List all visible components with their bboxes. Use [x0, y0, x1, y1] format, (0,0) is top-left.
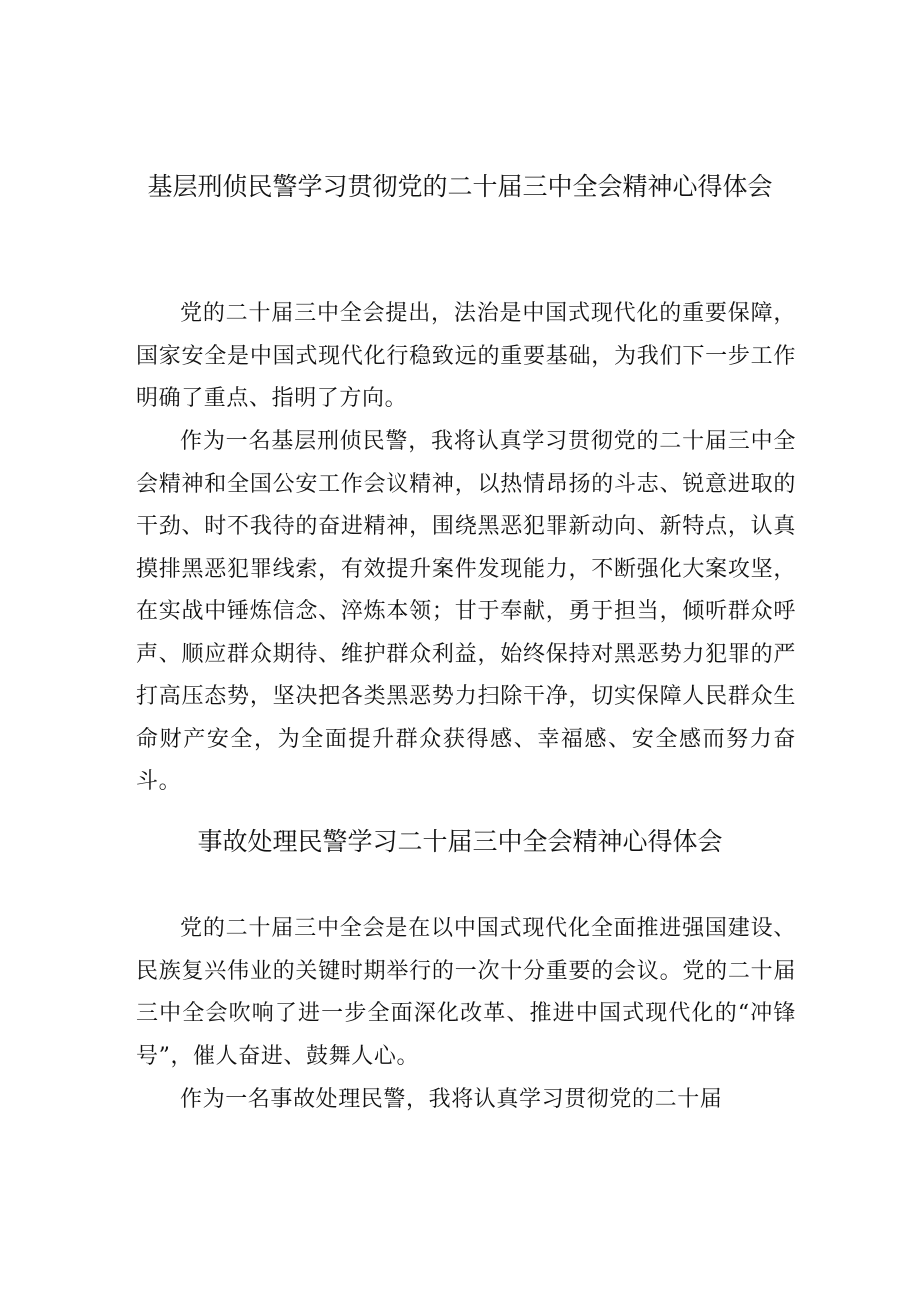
article-1-paragraph-1: 党的二十届三中全会提出，法治是中国式现代化的重要保障，国家安全是中国式现代化行稳致远的重要基础，为我们下一步工作明确了重点、指明了方向。 [136, 301, 796, 411]
article-1-title: 基层刑侦民警学习贯彻党的二十届三中全会精神心得体会 [147, 172, 773, 201]
article-2-paragraph-1: 党的二十届三中全会是在以中国式现代化全面推进强国建设、民族复兴伟业的关键时期举行的一次十分重要的会议。党的二十届三中全会吹响了进一步全面深化改革、推进中国式现代化的“冲锋号”，催人奋进、鼓舞人心。 [136, 916, 796, 1069]
article-1-paragraph-2: 作为一名基层刑侦民警，我将认真学习贯彻党的二十届三中全会精神和全国公安工作会议精神，以热情昂扬的斗志、锐意进取的干劲、时不我待的奋进精神，围绕黑恶犯罪新动向、新特点，认真摸排黑恶犯罪线索，有效提升案件发现能力，不断强化大案攻坚，在实战中锤炼信念、淬炼本领；甘于奉献，勇于担当，倾听群众呼声、顺应群众期待、维护群众利益，始终保持对黑恶势力犯罪的严打高压态势，坚决把各类黑恶势力扫除干净，切实保障人民群众生命财产安全，为全面提升群众获得感、幸福感、安全感而努力奋斗。 [136, 429, 796, 794]
article-2-paragraph-2: 作为一名事故处理民警，我将认真学习贯彻党的二十届 [180, 1087, 723, 1112]
article-2-title: 事故处理民警学习二十届三中全会精神心得体会 [197, 827, 723, 856]
